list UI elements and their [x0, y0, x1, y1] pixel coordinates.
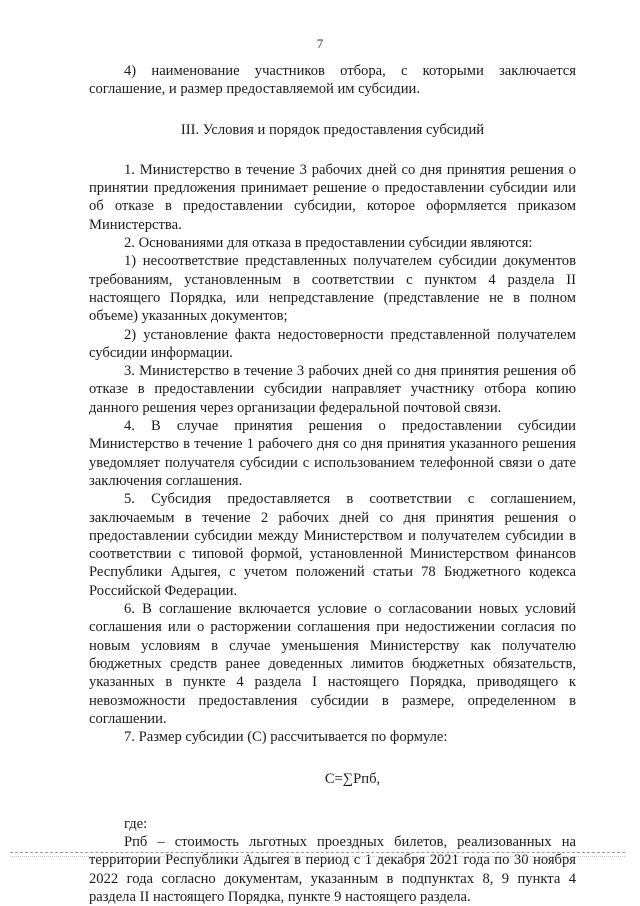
formula-definition: Pпб – стоимость льготных проездных билетов, реализованных на территории Республики Адыгея в период с 1 декабря 2021 года по 30 ноября 2022 года согласно документам, указанным в подпунктах 8, 9 пункта 4 раздела II настоящего Порядка, пункте 9 настоящего раздела.: [89, 833, 576, 905]
where-label: где:: [124, 815, 148, 832]
paragraph-2-item-1: 1) несоответствие представленных получателем субсидии документов требованиям, установленным в соответствии с пунктом 4 раздела II настоящего Порядка, или непредставление (представление не в полном объеме) указанных документов;: [89, 253, 576, 325]
paragraph-1: 1. Министерство в течение 3 рабочих дней со дня принятия решения о принятии предложения принимает решение о предоставлении субсидии или об отказе в предоставлении субсидии, которое оформляется приказом Министерства.: [89, 161, 576, 233]
paragraph-item-4: 4) наименование участников отбора, с которыми заключается соглашение, и размер предоставляемой им субсидии.: [89, 63, 576, 98]
paragraph-6: 6. В соглашение включается условие о согласовании новых условий соглашения или о расторжении соглашения при недостижении согласия по новым условиям в случае уменьшения Министерству как получателю бюджетных средств ранее доведенных лимитов бюджетных обязательств, указанных в пункте 4 раздела I настоящего Порядка, приводящего к невозможности предоставления субсидии в размере, определенном в соглашении.: [89, 601, 576, 727]
page-number: 7: [316, 36, 324, 51]
paragraph-4: 4. В случае принятия решения о предоставлении субсидии Министерство в течение 1 рабочего дня со дня принятия указанного решения уведомляет получателя субсидии с использованием телефонной связи о дате заключения соглашения.: [89, 418, 576, 489]
document-body: [89, 62, 576, 906]
scan-edge-line: [10, 852, 625, 853]
section-heading: III. Условия и порядок предоставления субсидий: [180, 121, 485, 138]
paragraph-3: 3. Министерство в течение 3 рабочих дней со дня принятия решения об отказе в предоставлении субсидии направляет участнику отбора копию данного решения через организации федеральной почтовой связи.: [89, 363, 576, 416]
paragraph-2: 2. Основаниями для отказа в предоставлении субсидии являются:: [124, 235, 533, 252]
paragraph-7: 7. Размер субсидии (С) рассчитывается по формуле:: [124, 729, 448, 746]
paragraph-5: 5. Субсидия предоставляется в соответствии с соглашением, заключаемым в течение 2 рабочих дней со дня принятия решения о предоставлении субсидии между Министерством и получателем субсидии в соответствии с типовой формой, установленной Министерством финансов Республики Адыгея, с учетом положений статьи 78 Бюджетного кодекса Российской Федерации.: [89, 491, 576, 599]
scan-edge-line-secondary: [10, 856, 625, 857]
formula: C=∑Pпб,: [324, 771, 381, 788]
paragraph-2-item-2: 2) установление факта недостоверности представленной получателем субсидии информации.: [89, 326, 576, 361]
